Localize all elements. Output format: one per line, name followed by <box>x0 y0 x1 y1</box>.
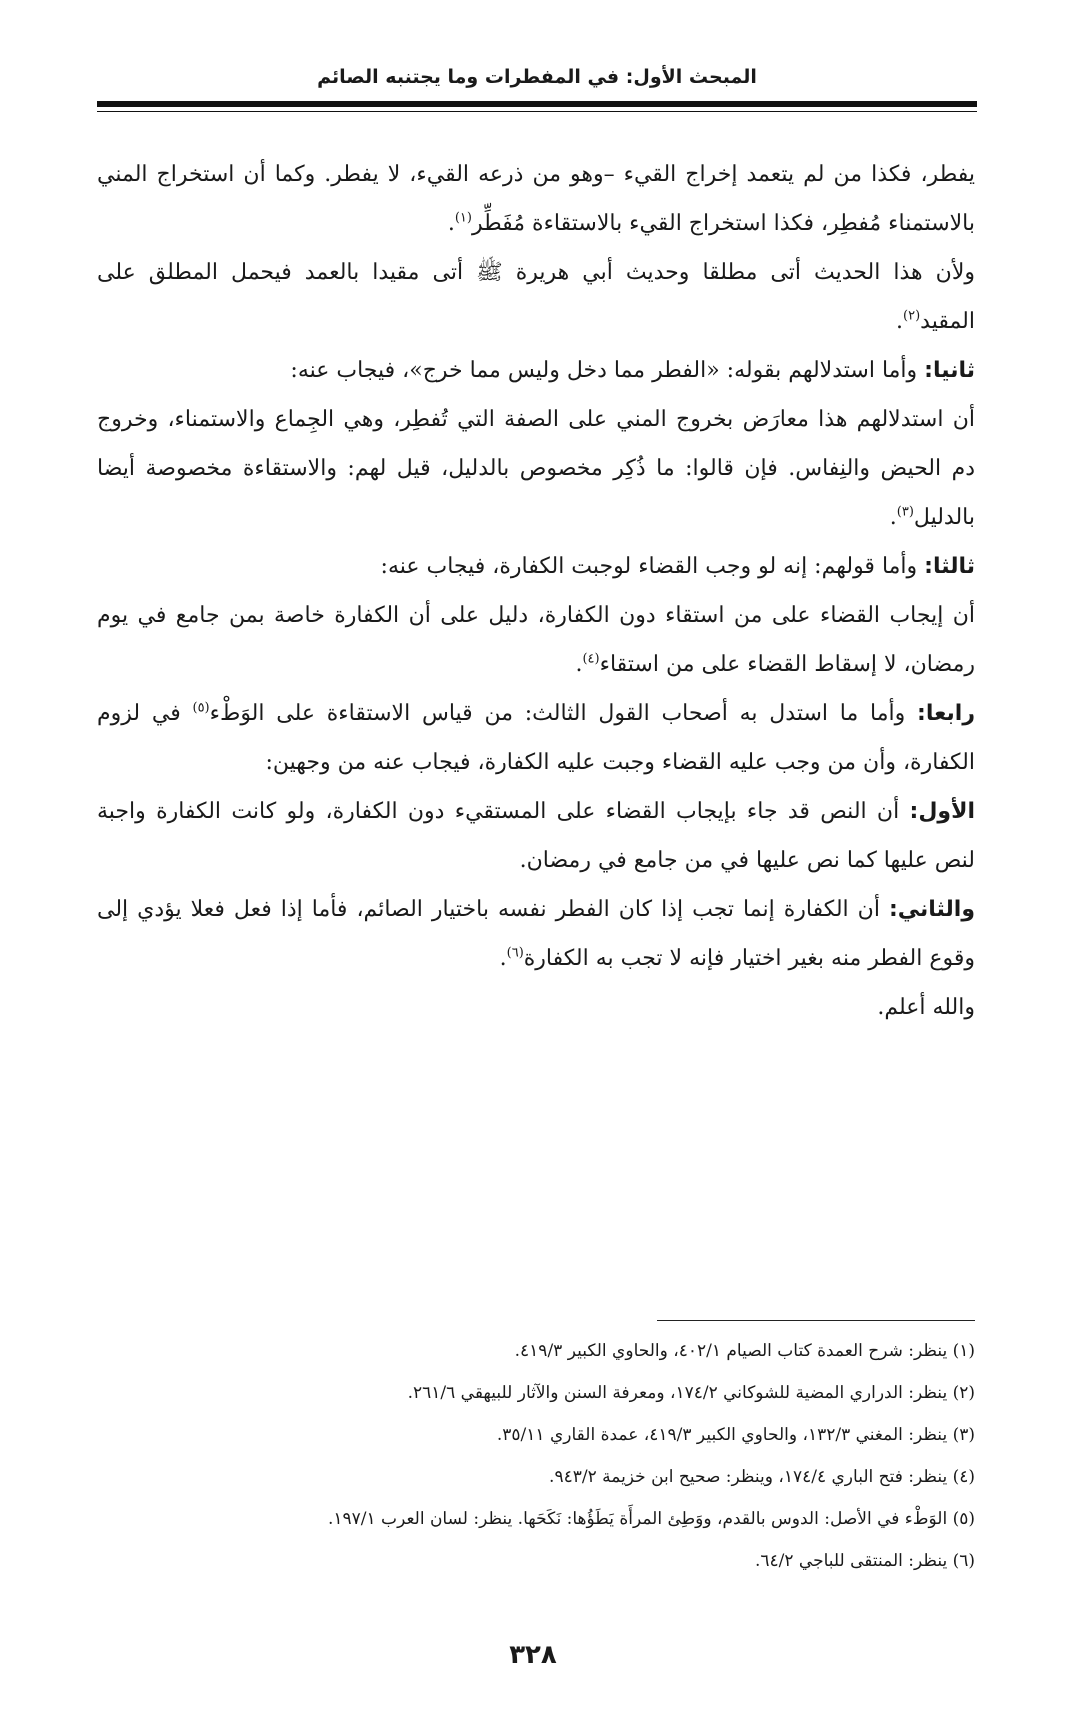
paragraph-1: يفطر، فكذا من لم يتعمد إخراج القيء –وهو من ذرعه القيء، لا يفطر. وكما أن استخراج المني بالاستمناء مُفطِر، فكذا استخراج القيء بالاستقاءة مُفَطِّر$^{(١)}$. <box>97 162 975 236</box>
paragraph-8 <box>97 787 975 885</box>
closing-line: والله أعلم. <box>877 995 975 1020</box>
paragraph-6: أن إيجاب القضاء على من استقاء دون الكفارة، دليل على أن الكفارة خاصة بمن جامع في يوم رمضان، لا إسقاط القضاء على من استقاء$^{(٤)}$. <box>97 603 975 677</box>
footnote-2: (٢) ينظر: الدراري المضية للشوكاني ١٧٤/٢، ومعرفة السنن والآثار للبيهقي ٢٦١/٦. <box>407 1383 975 1403</box>
paragraph-text: وأما قولهم: إنه لو وجب القضاء لوجبت الكفارة، فيجاب عنه: <box>380 554 918 579</box>
footnote-ref: (٣) <box>896 504 914 520</box>
paragraph-text: يفطر، فكذا من لم يتعمد إخراج القيء –وهو من ذرعه القيء، لا يفطر. وكما أن استخراج المني بالاستمناء مُفطِر، فكذا استخراج القيء بالاستقاءة مُفَطِّر <box>97 162 975 236</box>
footnote-3: (٣) ينظر: المغني ١٣٢/٣، والحاوي الكبير ٤١٩/٣، عمدة القاري ٣٥/١١. <box>496 1425 975 1445</box>
footnote-ref: (١) <box>454 210 472 226</box>
paragraph-3 <box>97 346 975 395</box>
footnotes <box>97 1330 975 1582</box>
paragraph-7 <box>97 689 975 787</box>
footnote-ref: (٦) <box>506 945 524 961</box>
paragraph-text: وأما ما استدل به أصحاب القول الثالث: من قياس الاستقاءة على الوَطْء <box>209 701 906 726</box>
paragraph-9: والثاني: أن الكفارة إنما تجب إذا كان الفطر نفسه باختيار الصائم، فأما إذا فعل فعلا يؤدي إلى وقوع الفطر منه بغير اختيار فإنه لا تجب به الكفارة$^{(٦)}$. <box>97 897 976 971</box>
footnote-6: (٦) ينظر: المنتقى للباجي ٦٤/٢. <box>754 1551 975 1571</box>
paragraph-4: أن استدلالهم هذا معارَض بخروج المني على الصفة التي تُفطِر، وهي الجِماع والاستمناء، وخروج دم الحيض والنِفاس. فإن قالوا: ما ذُكِر مخصوص بالدليل، قيل لهم: والاستقاءة مخصوصة أيضا بالدليل$^{(٣)}$. <box>97 407 975 530</box>
footnote-5: (٥) الوَطْء في الأصل: الدوس بالقدم، ووَطِئ المرأَة يَطَؤُها: نَكَحَها. ينظر: لسان العرب ١٩٧/١. <box>327 1509 975 1529</box>
paragraph-5 <box>97 542 975 591</box>
paragraph-text: في لزوم الكفارة، وأن من وجب عليه القضاء وجبت عليه الكفارة، فيجاب عنه من وجهين: <box>97 701 975 775</box>
footnote-ref: (٥) <box>192 700 210 716</box>
paragraph-text: أن الكفارة إنما تجب إذا كان الفطر نفسه باختيار الصائم، فأما إذا فعل فعلا يؤدي إلى وقوع الفطر منه بغير اختيار فإنه لا تجب به الكفارة <box>97 897 975 971</box>
header-rule-thin <box>97 111 977 112</box>
header-rule-thick <box>97 101 977 107</box>
paragraph-text: وأما استدلالهم بقوله: «الفطر مما دخل وليس مما خرج»، فيجاب عنه: <box>290 358 918 383</box>
footnote-ref: (٢) <box>903 308 921 324</box>
paragraph-text: أن إيجاب القضاء على من استقاء دون الكفارة، دليل على أن الكفارة خاصة بمن جامع في يوم رمضان، لا إسقاط القضاء على من استقاء <box>97 603 975 677</box>
footnote-1: (١) ينظر: شرح العمدة كتاب الصيام ٤٠٢/١، والحاوي الكبير ٤١٩/٣. <box>514 1341 975 1361</box>
page-number: ٣٢٨ <box>509 1640 557 1670</box>
footnote-separator <box>657 1320 975 1321</box>
section-lead: ثالثا: <box>924 554 975 579</box>
section-lead: الأول: <box>909 799 975 824</box>
running-header: المبحث الأول: في المفطرات وما يجتنبه الصائم <box>317 66 757 88</box>
paragraph-text: ولأن هذا الحديث أتى مطلقا وحديث أبي هريرة ﷺ أتى مقيدا بالعمد فيحمل المطلق على المقيد <box>97 260 975 334</box>
footnote-4: (٤) ينظر: فتح الباري ١٧٤/٤، وينظر: صحيح ابن خزيمة ٩٤٣/٢. <box>549 1467 975 1487</box>
main-text <box>97 150 975 1032</box>
section-lead: والثاني: <box>888 897 976 922</box>
section-lead: رابعا: <box>917 701 975 726</box>
paragraph-text: أن استدلالهم هذا معارَض بخروج المني على الصفة التي تُفطِر، وهي الجِماع والاستمناء، وخروج دم الحيض والنِفاس. فإن قالوا: ما ذُكِر مخصوص بالدليل، قيل لهم: والاستقاءة مخصوصة أيضا بالدليل <box>97 407 975 530</box>
paragraph-text: أن النص قد جاء بإيجاب القضاء على المستقيء دون الكفارة، ولو كانت الكفارة واجبة لنص عليها كما نص عليها في من جامع في رمضان. <box>97 799 975 873</box>
section-lead: ثانيا: <box>924 358 975 383</box>
footnote-ref: (٤) <box>582 651 600 667</box>
paragraph-2: ولأن هذا الحديث أتى مطلقا وحديث أبي هريرة ﷺ أتى مقيدا بالعمد فيحمل المطلق على المقيد$^{(٢)}$. <box>97 260 975 334</box>
